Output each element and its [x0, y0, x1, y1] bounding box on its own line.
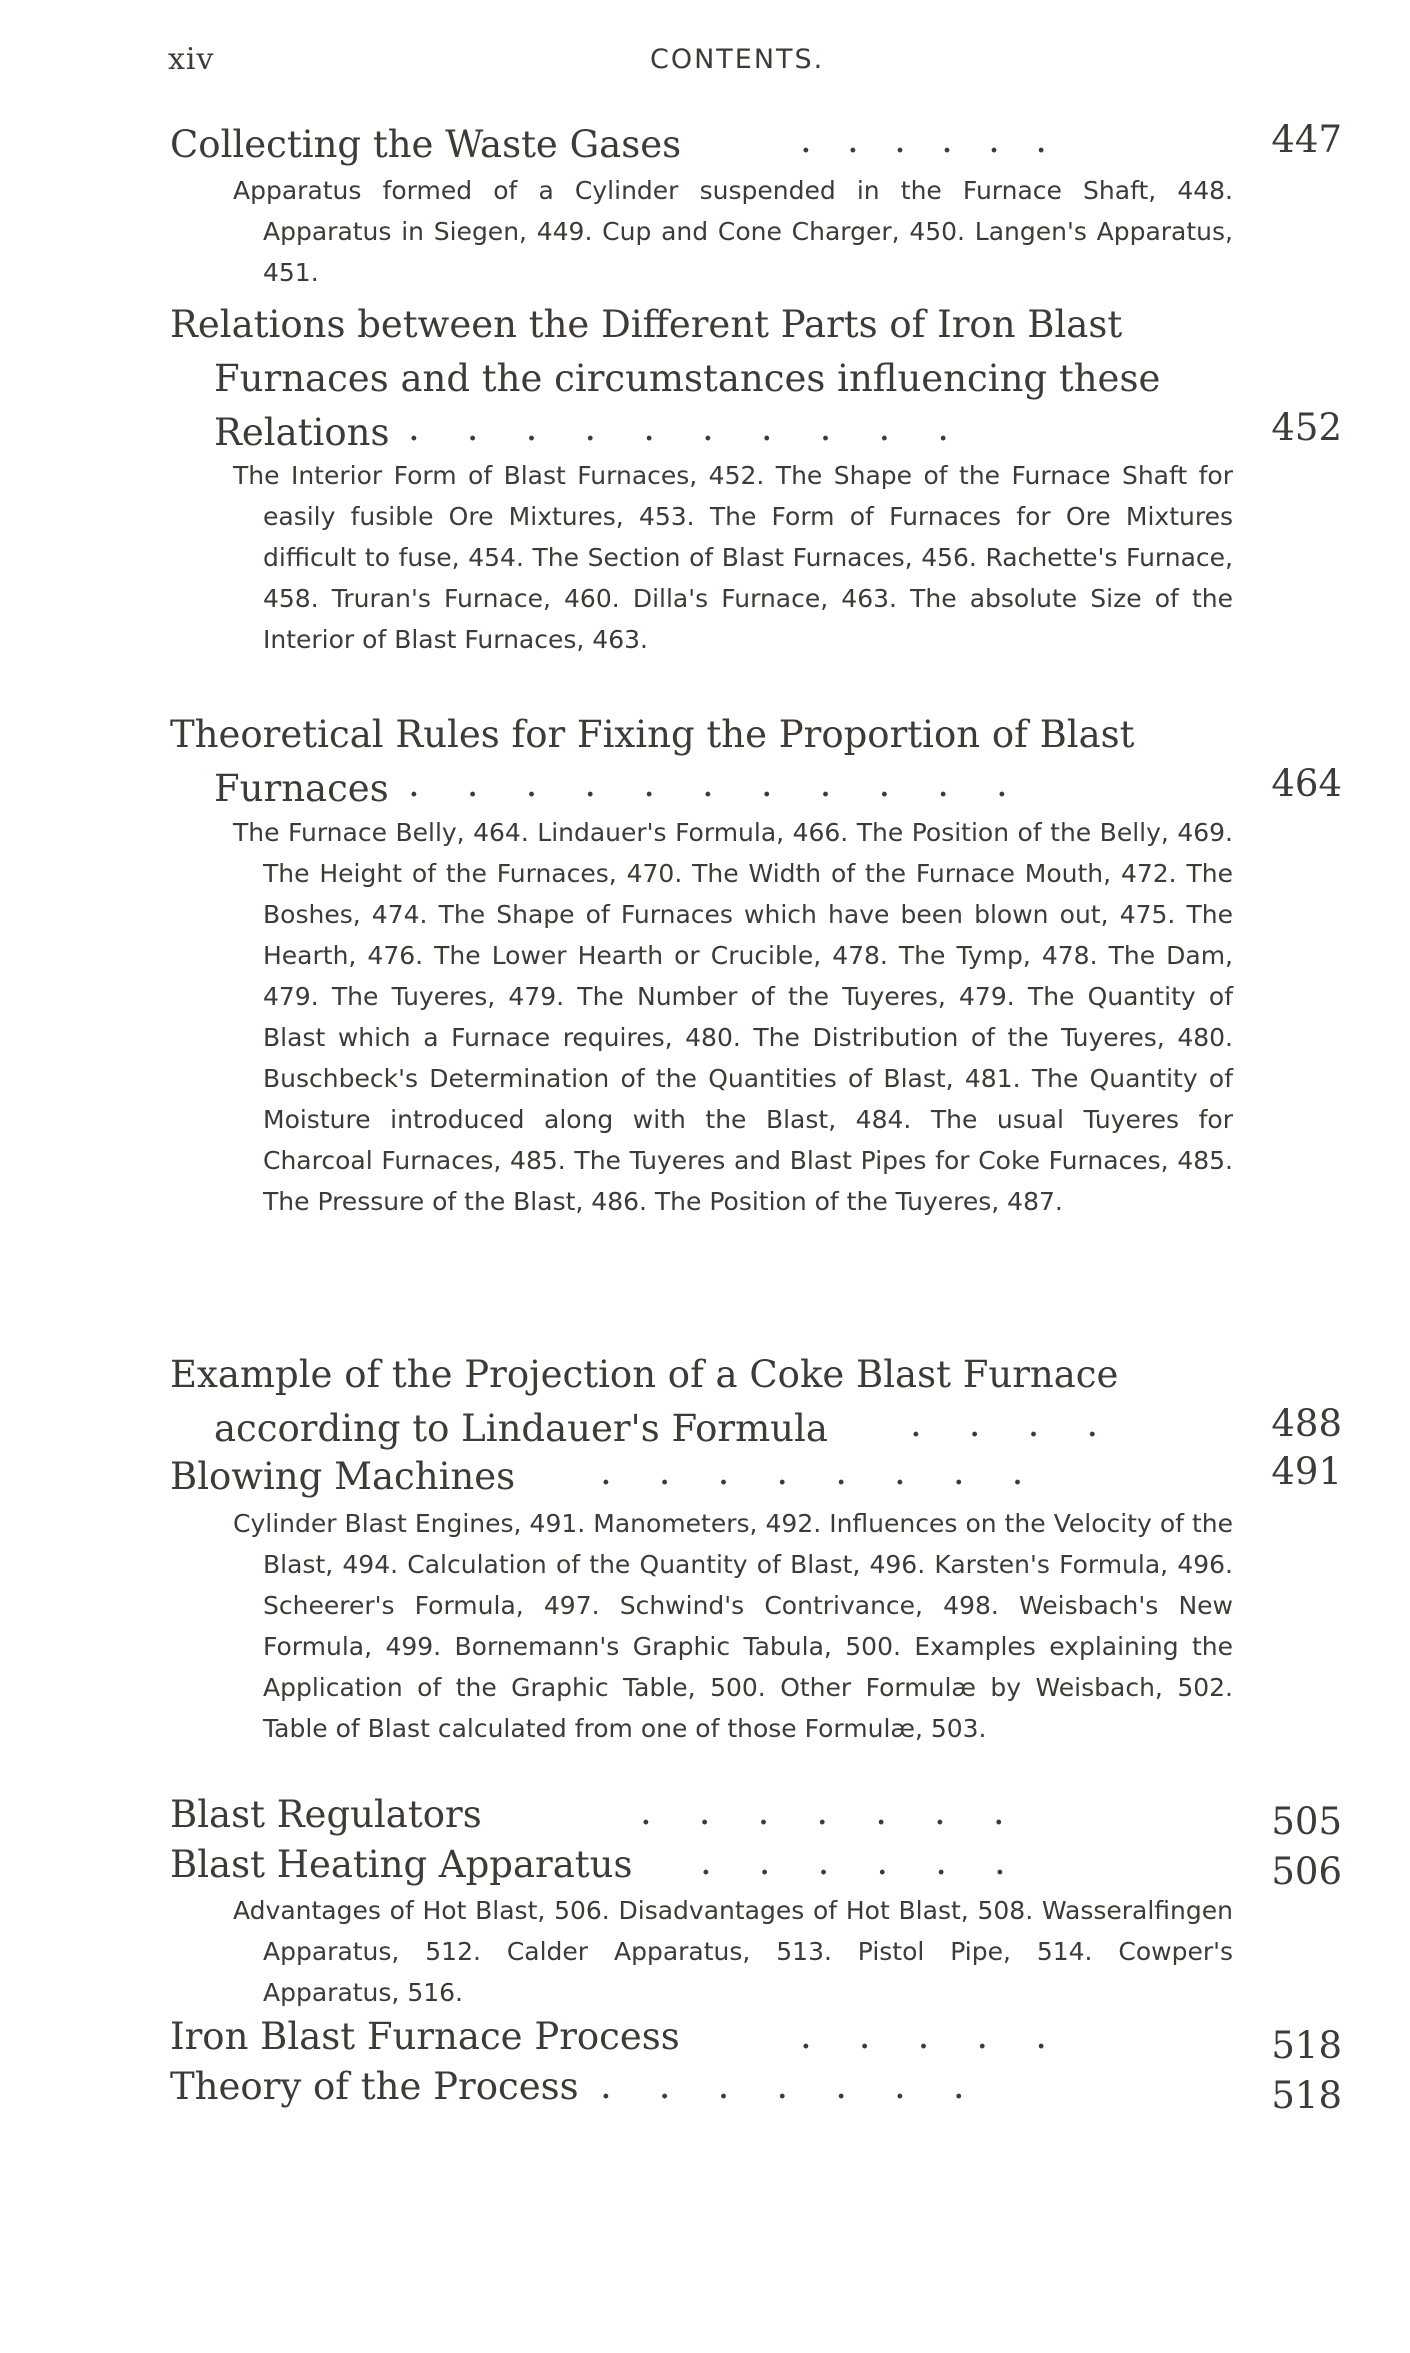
page-number: xiv: [168, 42, 215, 77]
toc-entry-label-line: Relations between the Different Parts of Iron Blast: [170, 303, 1123, 346]
leader-dots: . . . . . . . . . . .: [408, 762, 1008, 805]
toc-entry-label: Blast Heating Apparatus: [170, 1843, 633, 1886]
toc-entry-label-line: Theoretical Rules for Fixing the Proportion of Blast: [170, 713, 1135, 756]
toc-entry-title[interactable]: [170, 2010, 1350, 2064]
toc-page-number[interactable]: 488: [1271, 1402, 1342, 1445]
toc-entry-title[interactable]: [170, 1348, 1350, 1456]
toc-page-number[interactable]: 506: [1271, 1850, 1342, 1893]
toc-entry-label-line: Furnaces and the circumstances influencing these: [214, 357, 1161, 400]
toc-subtopics: The Interior Form of Blast Furnaces, 452. The Shape of the Furnace Shaft for easily fusible Ore Mixtures, 453. The Form of Furnaces for Ore Mixtures difficult to fuse, 454. The Section of Blast Furnaces, 456. Rachette's Furnace, 458. Truran's Furnace, 460. Dilla's Furnace, 463. The absolute Size of the Interior of Blast Furnaces, 463.: [233, 461, 1233, 654]
toc-subtopics: The Furnace Belly, 464. Lindauer's Formula, 466. The Position of the Belly, 469. The Height of the Furnaces, 470. The Width of the Furnace Mouth, 472. The Boshes, 474. The Shape of Furnaces which have been blown out, 475. The Hearth, 476. The Lower Hearth or Crucible, 478. The Tymp, 478. The Dam, 479. The Tuyeres, 479. The Number of the Tuyeres, 479. The Quantity of Blast which a Furnace requires, 480. The Distribution of the Tuyeres, 480. Buschbeck's Determination of the Quantities of Blast, 481. The Quantity of Moisture introduced along with the Blast, 484. The usual Tuyeres for Charcoal Furnaces, 485. The Tuyeres and Blast Pipes for Coke Furnaces, 485. The Pressure of the Blast, 486. The Position of the Tuyeres, 487.: [233, 818, 1233, 1216]
leader-dots: . . . . . .: [700, 1840, 1030, 1883]
leader-dots: . . . . . . . . . .: [408, 406, 950, 449]
toc-entry-label-line: Relations: [214, 411, 390, 454]
toc-entry-title[interactable]: [170, 118, 1350, 172]
toc-entry-label-line: Furnaces: [214, 767, 389, 810]
toc-subtopics: Advantages of Hot Blast, 506. Disadvantages of Hot Blast, 508. Wasseralfingen Apparatus, 512. Calder Apparatus, 513. Pistol Pipe, 514. Cowper's Apparatus, 516.: [233, 1896, 1233, 2007]
toc-page-number[interactable]: 491: [1271, 1450, 1342, 1493]
leader-dots: . . . . . .: [800, 118, 1047, 161]
toc-entry-label-line: Example of the Projection of a Coke Blast Furnace: [170, 1353, 1119, 1396]
running-head: [0, 42, 1410, 82]
toc-page-number[interactable]: 518: [1271, 2074, 1342, 2117]
toc-entry-label-line: according to Lindauer's Formula: [214, 1407, 828, 1450]
toc-entry-label: Blowing Machines: [170, 1455, 516, 1498]
toc-page-number[interactable]: 518: [1271, 2024, 1342, 2067]
toc-entry-label: Theory of the Process: [170, 2065, 579, 2108]
leader-dots: . . . . . . .: [600, 2064, 989, 2107]
page-title: CONTENTS.: [650, 44, 825, 75]
toc-page-number[interactable]: 505: [1271, 1800, 1342, 1843]
leader-dots: . . . . . . .: [640, 1790, 1005, 1833]
toc-subtopics: Apparatus formed of a Cylinder suspended in the Furnace Shaft, 448. Apparatus in Siegen, 449. Cup and Cone Charger, 450. Langen's Apparatus, 451.: [233, 176, 1233, 287]
toc-entry-label: Collecting the Waste Gases: [170, 123, 682, 166]
leader-dots: . . . . . . . .: [600, 1450, 1024, 1493]
toc-entry-label: Blast Regulators: [170, 1793, 482, 1836]
leader-dots: . . . .: [910, 1402, 1099, 1445]
toc-subtopics: Cylinder Blast Engines, 491. Manometers, 492. Influences on the Velocity of the Blast, 494. Calculation of the Quantity of Blast, 496. Karsten's Formula, 496. Scheerer's Formula, 497. Schwind's Contrivance, 498. Weisbach's New Formula, 499. Bornemann's Graphic Tabula, 500. Examples explaining the Application of the Graphic Table, 500. Other Formulæ by Weisbach, 502. Table of Blast calculated from one of those Formulæ, 503.: [233, 1509, 1233, 1743]
toc-page-number[interactable]: 464: [1271, 762, 1342, 805]
toc-page-number[interactable]: 452: [1271, 406, 1342, 449]
leader-dots: . . . . .: [800, 2014, 1071, 2057]
toc-page-number[interactable]: 447: [1271, 118, 1342, 161]
toc-entry-label: Iron Blast Furnace Process: [170, 2015, 680, 2058]
